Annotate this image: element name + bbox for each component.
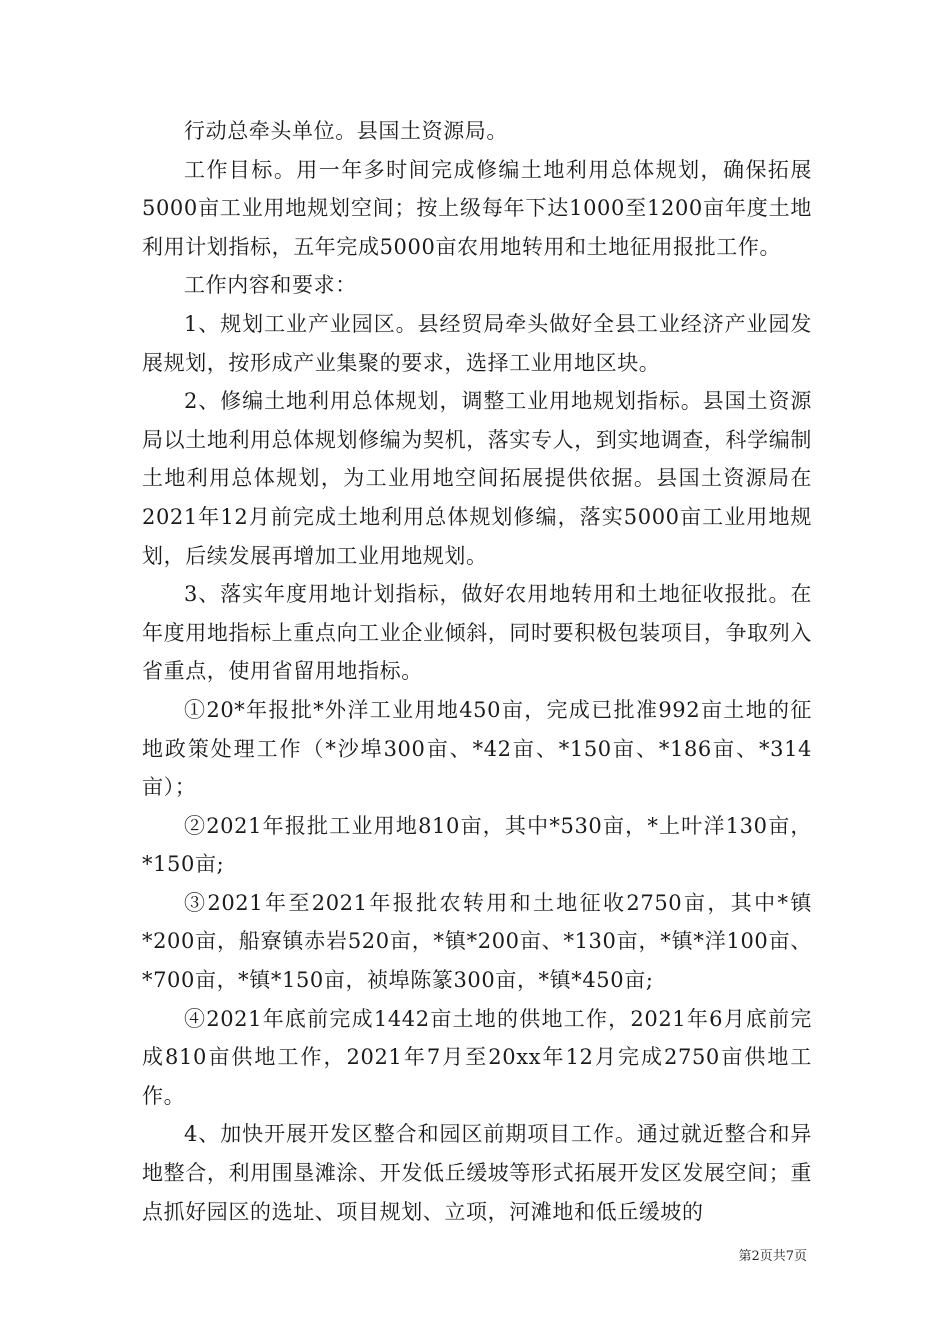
paragraph-item-3: 3、落实年度用地计划指标，做好农用地转用和土地征收报批。在年度用地指标上重点向工业企业倾斜，同时要积极包装项目，争取列入省重点，使用省留用地指标。 [142,582,812,684]
page-number: 第2页共7页 [738,1249,807,1264]
paragraph-subitem-4: ④2021年底前完成1442亩土地的供地工作，2021年6月底前完成810亩供地工作，2021年7月至20xx年12月完成2750亩供地工作。 [142,1006,812,1108]
paragraph-subitem-3: ③2021年至2021年报批农转用和土地征收2750亩，其中*镇*200亩，船寮镇赤岩520亩，*镇*200亩、*130亩，*镇*洋100亩、*700亩，*镇*150亩，祯埠陈篆300亩，*镇*450亩; [142,890,812,993]
paragraph-work-goal: 工作目标。用一年多时间完成修编土地利用总体规划，确保拓展5000亩工业用地规划空间；按上级每年下达1000至1200亩年度土地利用计划指标，五年完成5000亩农用地转用和土地征用报批工作。 [142,157,812,259]
paragraph-item-1: 1、规划工业产业园区。县经贸局牵头做好全县工业经济产业园发展规划，按形成产业集聚的要求，选择工业用地区块。 [142,311,812,375]
paragraph-content-heading: 工作内容和要求： [184,273,357,298]
paragraph-subitem-2: ②2021年报批工业用地810亩，其中*530亩，*上叶洋130亩，*150亩; [142,813,812,877]
paragraph-lead-unit: 行动总牵头单位。县国土资源局。 [184,119,508,143]
paragraph-item-4: 4、加快开展开发区整合和园区前期项目工作。通过就近整合和异地整合，利用围垦滩涂、开发低丘缓坡等形式拓展开发区发展空间；重点抓好园区的选址、项目规划、立项，河滩地和低丘缓坡的 [142,1122,812,1224]
paragraph-item-2: 2、修编土地利用总体规划，调整工业用地规划指标。县国土资源局以土地利用总体规划修编为契机，落实专人，到实地调查，科学编制土地利用总体规划，为工业用地空间拓展提供依据。县国土资源局在2021年12月前完成土地利用总体规划修编，落实5000亩工业用地规划，后续发展再增加工业用地规划。 [142,389,812,568]
paragraph-subitem-1: ①20*年报批*外洋工业用地450亩，完成已批准992亩土地的征地政策处理工作（*沙埠300亩、*42亩、*150亩、*186亩、*314亩）； [142,697,812,800]
document-body [142,112,812,1231]
